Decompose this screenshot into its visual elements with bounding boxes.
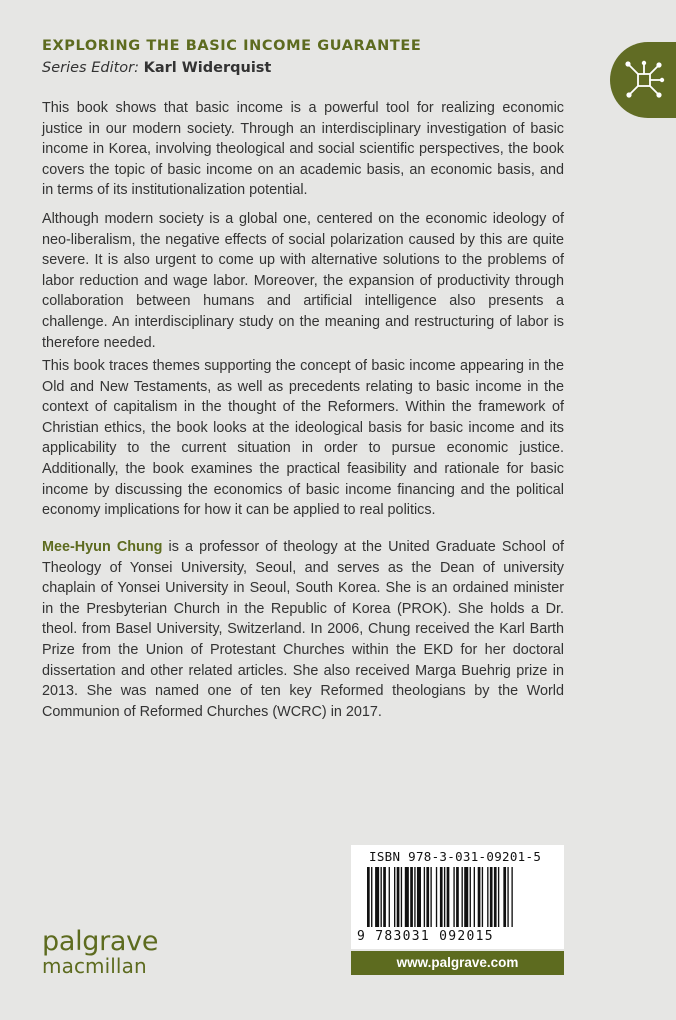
series-editor-label: Series Editor:	[42, 60, 139, 76]
author-bio-text	[42, 537, 564, 722]
series-badge	[610, 42, 676, 118]
paragraph-text: This book traces themes supporting the concept of basic income appearing in the Old and New Testaments, as well as precedents relating to basic income in the context of capitalism in the thought of the Reformers. Within the framework of Christian ethics, the book looks at the ideological basis for basic income and its applicability to the current situation in order to pursue economic justice. Additionally, the book examines the practical feasibility and rationale for basic income by discussing the economics of basic income financing and the political economy implications for how it can be applied to real politics.	[42, 358, 564, 519]
palgrave-macmillan-logo	[42, 928, 158, 977]
author-bio-body: is a professor of theology at the United Graduate School of Theology of Yonsei University, Seoul, and serves as the Dean of university chaplain of Yonsei University in Seoul, South Korea. She is an ordained minister in the Presbyterian Church in the Republic of Korea (PROK). She holds a Dr. theol. from Basel University, Switzerland. In 2006, Chung received the Karl Barth Prize from the Union of Protestant Churches within the EKD for her doctoral dissertation and other related articles. She also received Marga Buehrig prize in 2013. She was named one of ten key Reformed theologians by the World Communion of Reformed Churches (WCRC) in 2017.	[42, 539, 564, 720]
blurb-paragraph-3	[42, 356, 564, 521]
paragraph-text: This book shows that basic income is a powerful tool for realizing economic justice in our modern society. Through an interdisciplinary investigation of basic income in Korea, involving theological and social scientific perspectives, the book covers the topic of basic income on an academic basis, an economic basis, and in terms of its institutionalization potential.	[42, 100, 564, 199]
blurb-paragraph-1	[42, 98, 564, 201]
network-nodes-icon	[622, 58, 666, 102]
series-title: EXPLORING THE BASIC INCOME GUARANTEE	[42, 38, 422, 54]
author-name: Mee-Hyun Chung	[42, 539, 163, 555]
logo-line-palgrave: palgrave	[42, 926, 159, 957]
series-editor	[42, 60, 271, 76]
blurb-paragraph-2	[42, 209, 564, 353]
isbn-barcode	[351, 845, 564, 949]
logo-line-macmillan: macmillan	[42, 954, 147, 978]
barcode-digits: 9 783031 092015	[357, 929, 494, 944]
paragraph-text: Although modern society is a global one, centered on the economic ideology of neo-liberalism, the negative effects of social polarization caused by this are quite severe. It is also urgent to come up with alternative solutions to the problems of labor reduction and wage labor. Moreover, the expansion of productivity through collaboration between humans and artificial intelligence also presents a challenge. An interdisciplinary study on the meaning and restructuring of labor is therefore needed.	[42, 211, 564, 351]
publisher-url: www.palgrave.com	[351, 951, 564, 975]
barcode-bars	[359, 867, 556, 929]
isbn-text: ISBN 978-3-031-09201-5	[369, 849, 542, 864]
author-bio	[42, 537, 564, 722]
series-editor-name: Karl Widerquist	[143, 60, 272, 76]
